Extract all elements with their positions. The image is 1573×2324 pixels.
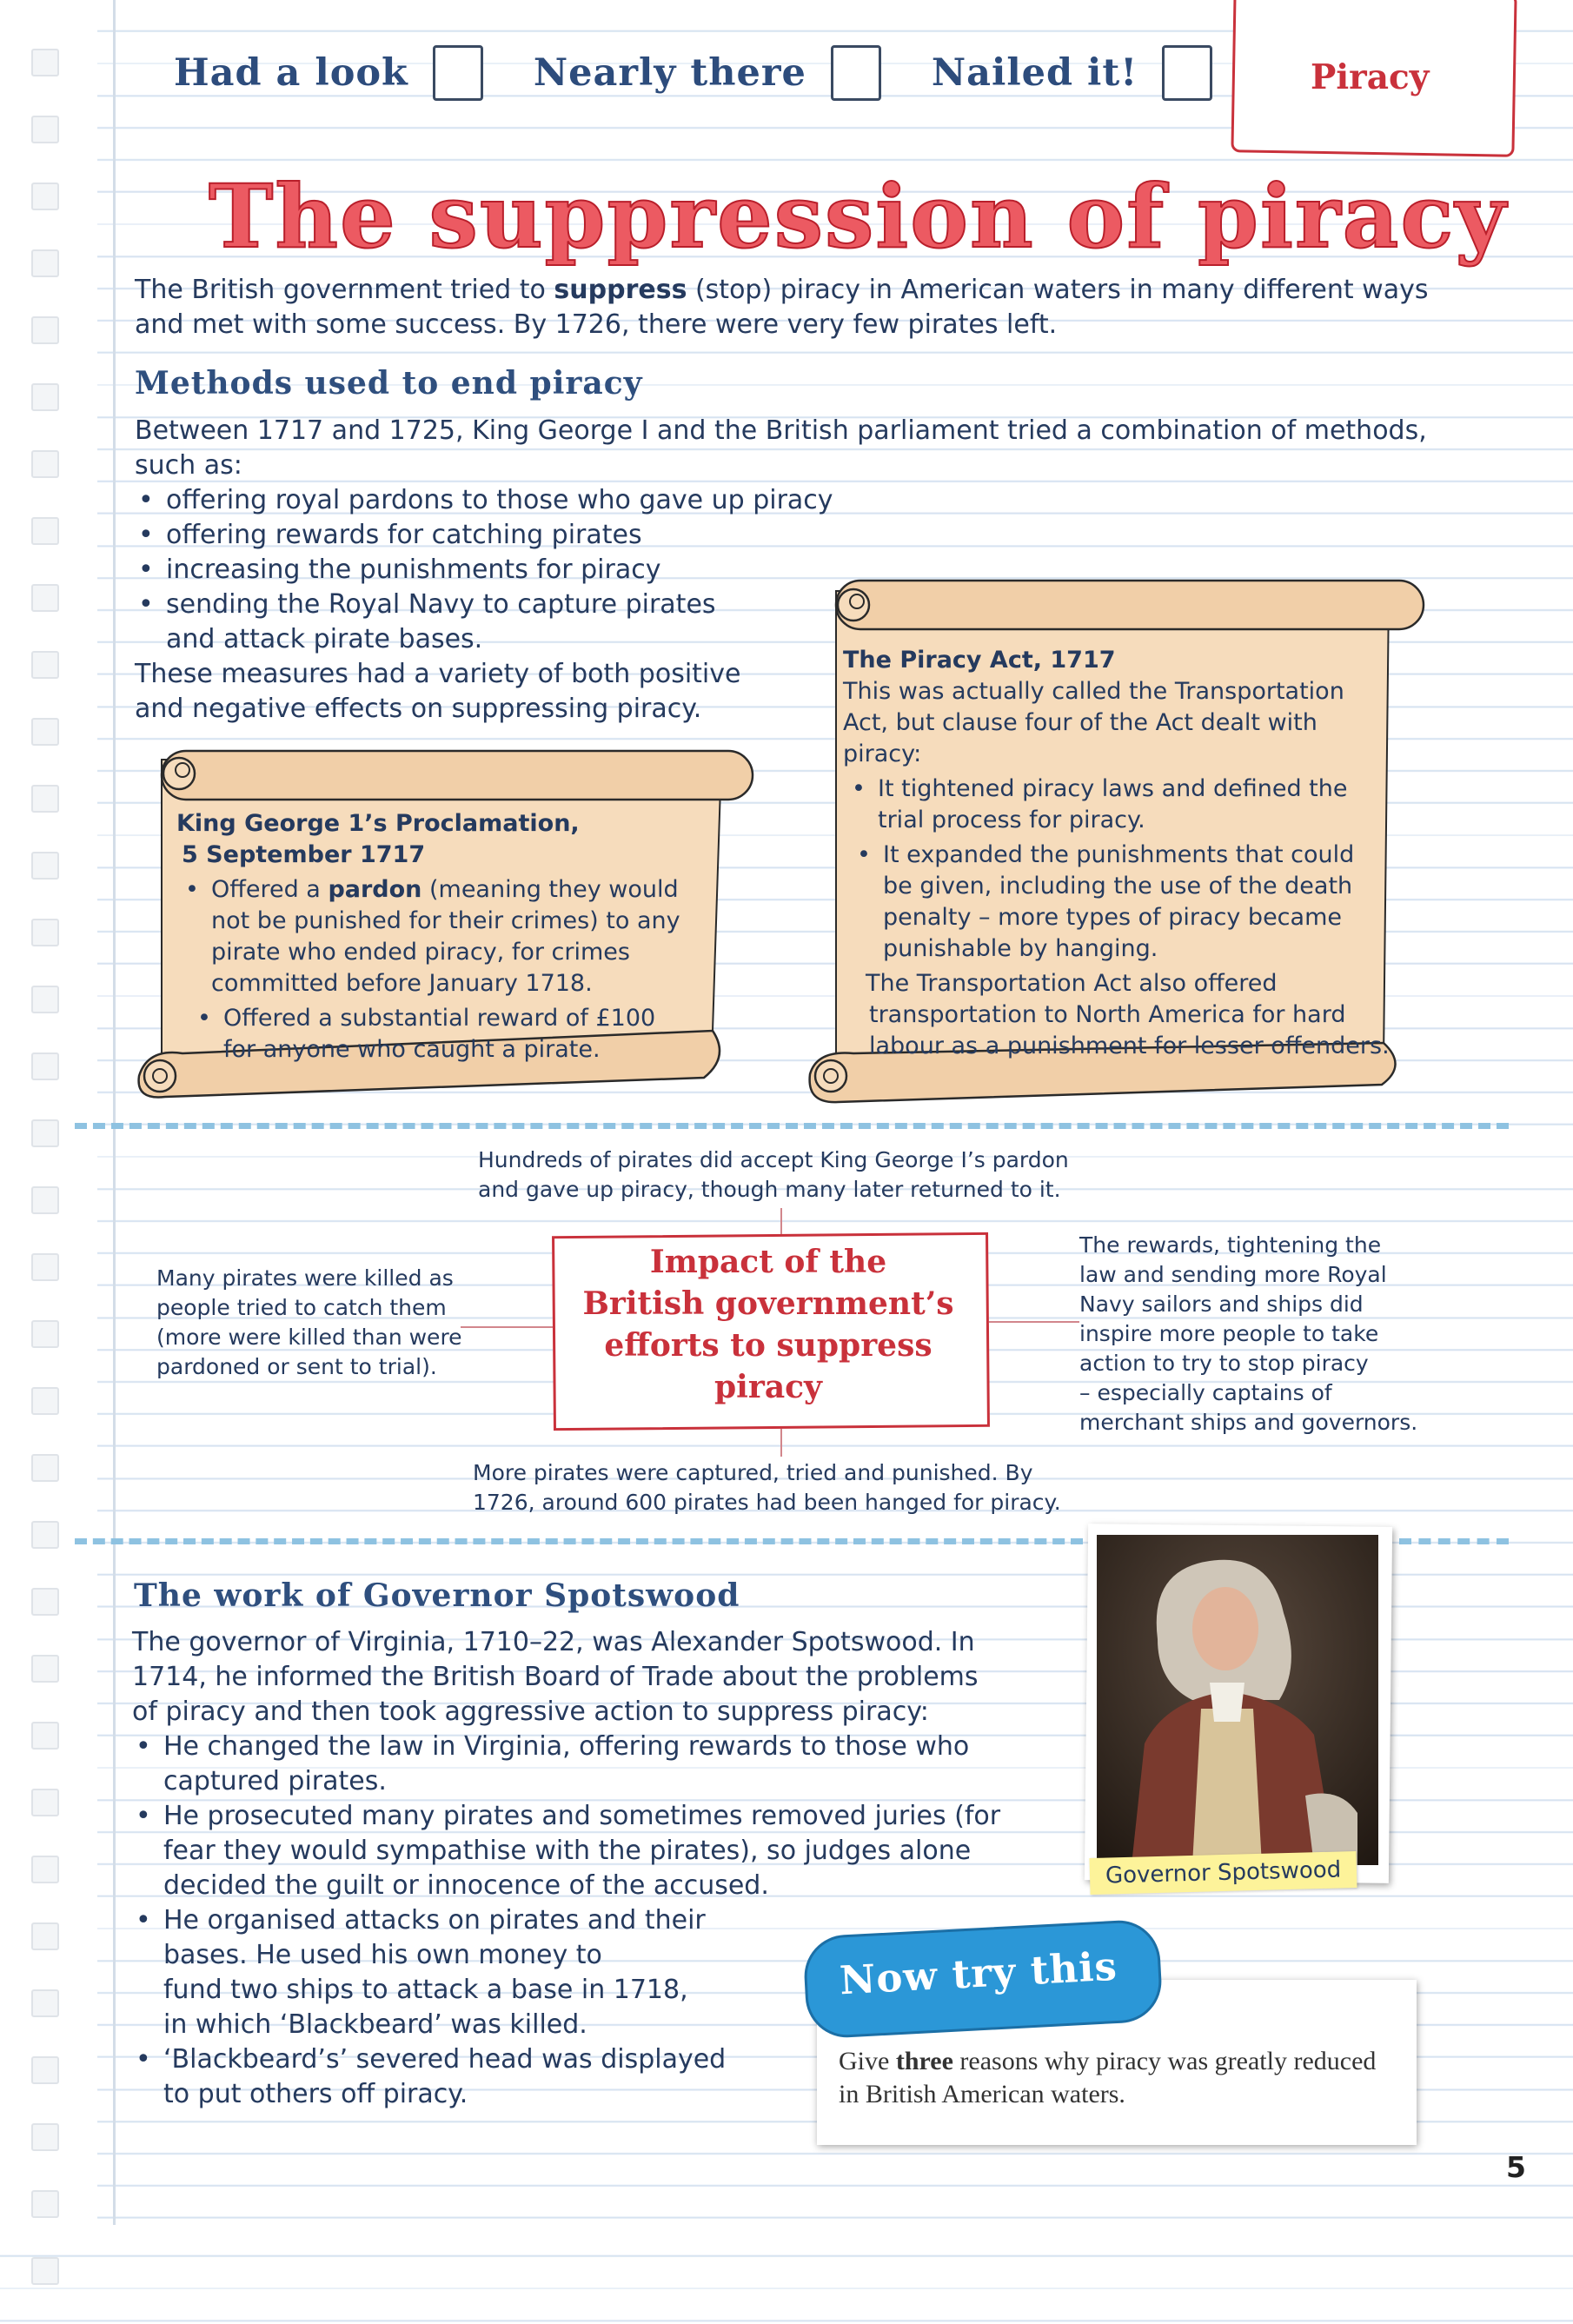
binder-hole (31, 1789, 59, 1816)
nailed-it-label: Nailed it! (931, 51, 1138, 95)
list-item (189, 1003, 724, 1066)
binder-hole (31, 785, 59, 813)
binder-hole (31, 919, 59, 946)
impact-note-line: pardoned or sent to trial). (156, 1354, 437, 1379)
binder-hole (31, 1922, 59, 1950)
methods-intro-line: Between 1717 and 1725, King George I and the British parliament tried a combination of methods, (135, 415, 1427, 446)
proclamation-line: committed before January 1718. (211, 970, 593, 997)
piracy-act-line: trial process for piracy. (878, 807, 1145, 833)
binder-hole (31, 1655, 59, 1683)
spotswood-line: fund two ships to attack a base in 1718, (163, 1975, 688, 2005)
proclamation-text-run: (meaning they would (421, 876, 679, 903)
spotswood-line: • He prosecuted many pirates and sometimes removed juries (for (163, 1801, 1001, 1831)
scroll-curl (163, 758, 195, 789)
impact-note-line: law and sending more Royal (1079, 1262, 1387, 1287)
list-item (176, 874, 724, 999)
section-divider (1399, 1538, 1509, 1544)
governor-portrait (1097, 1535, 1378, 1865)
intro-text: (stop) piracy in American waters in many different ways (687, 275, 1429, 305)
impact-note-line: Many pirates were killed as (156, 1265, 454, 1291)
binder-hole (31, 2123, 59, 2151)
scroll-curl (144, 1060, 176, 1092)
nearly-there-checkbox[interactable] (831, 45, 881, 101)
piracy-act-line: The Transportation Act also offered (866, 970, 1278, 997)
impact-note-line: More pirates were captured, tried and punished. By (473, 1460, 1033, 1485)
list-item (843, 774, 1399, 836)
binder-hole (31, 183, 59, 210)
prompt-keyword: three (895, 2047, 953, 2075)
now-try-this-label: Now try this (838, 1942, 1118, 2004)
impact-note-line: merchant ships and governors. (1079, 1410, 1418, 1435)
binder-hole (31, 249, 59, 277)
piracy-act-title: The Piracy Act, 1717 (843, 647, 1116, 674)
binder-hole (31, 116, 59, 143)
spotswood-line: 1714, he informed the British Board of Trade about the problems (132, 1662, 979, 1692)
piracy-act-line: piracy: (843, 740, 922, 767)
spotswood-line: decided the guilt or innocence of the accused. (163, 1870, 769, 1901)
binder-hole (31, 1186, 59, 1214)
spotswood-line: • He organised attacks on pirates and their (163, 1905, 706, 1936)
topic-label: Piracy (1311, 57, 1430, 97)
list-item-continuation: and attack pirate bases. (166, 624, 483, 654)
binder-hole (31, 852, 59, 880)
proclamation-list (176, 874, 724, 1066)
piracy-act-line: This was actually called the Transportation (843, 678, 1344, 705)
page-title: The suppression of piracy (209, 165, 1508, 268)
impact-top-note (478, 1145, 1138, 1205)
nearly-there-label: Nearly there (533, 51, 806, 95)
prompt-text-run: reasons why piracy was greatly reduced (952, 2047, 1377, 2075)
scroll-curl (838, 589, 869, 621)
spotswood-line: captured pirates. (163, 1766, 387, 1796)
impact-note-line: Hundreds of pirates did accept King George I’s pardon (478, 1147, 1069, 1172)
methods-summary-line: and negative effects on suppressing piracy. (135, 694, 702, 724)
binder-hole (31, 718, 59, 746)
intro-line-1 (135, 273, 1473, 308)
impact-note-line: (more were killed than were (156, 1325, 462, 1350)
list-item: • increasing the punishments for piracy (135, 553, 1490, 588)
scroll-roll-top (162, 751, 753, 800)
binder-hole (31, 383, 59, 411)
had-a-look-item (174, 45, 483, 101)
binder-hole (31, 584, 59, 612)
binder-hole (31, 1521, 59, 1549)
spotswood-heading: The work of Governor Spotswood (134, 1577, 740, 1614)
spotswood-line: fear they would sympathise with the pirates), so judges alone (163, 1836, 972, 1866)
binder-hole (31, 316, 59, 344)
spotswood-line: • ‘Blackbeard’s’ severed head was displayed (163, 2044, 727, 2075)
intro-line-2: and met with some success. By 1726, there were very few pirates left. (135, 309, 1058, 340)
impact-left-note (156, 1264, 504, 1382)
intro-text: The British government tried to (135, 275, 554, 305)
proclamation-line: not be punished for their crimes) to any (211, 907, 680, 934)
piracy-act-line: punishable by hanging. (883, 935, 1158, 962)
impact-title-line: efforts to suppress (604, 1327, 933, 1364)
piracy-act-line: penalty – more types of piracy became (883, 904, 1342, 931)
nailed-it-checkbox[interactable] (1162, 45, 1212, 101)
binder-hole (31, 1856, 59, 1883)
spotswood-line: • He changed the law in Virginia, offering rewards to those who (163, 1731, 970, 1762)
section-divider (75, 1538, 1083, 1544)
impact-note-line: – especially captains of (1079, 1380, 1332, 1405)
piracy-act-line: Act, but clause four of the Act dealt with (843, 709, 1317, 736)
binder-hole (31, 1387, 59, 1415)
methods-heading: Methods used to end piracy (135, 365, 643, 402)
spotswood-line: The governor of Virginia, 1710–22, was Alexander Spotswood. In (132, 1627, 975, 1657)
list-item: • offering royal pardons to those who gave up piracy (135, 483, 1490, 518)
piracy-act-line: labour as a punishment for lesser offenders. (869, 1033, 1390, 1059)
list-item (132, 1730, 1053, 1799)
scroll-roll-top (836, 581, 1424, 629)
impact-note-line: Navy sailors and ships did (1079, 1291, 1364, 1317)
impact-title (553, 1241, 984, 1408)
impact-bottom-note (473, 1458, 1098, 1517)
intro-keyword: suppress (554, 275, 687, 305)
binder-hole (31, 1588, 59, 1616)
spotswood-line: to put others off piracy. (163, 2079, 468, 2109)
prompt-text-run: Give (839, 2047, 896, 2075)
binder-hole (31, 2056, 59, 2084)
piracy-act-line: be given, including the use of the death (883, 873, 1353, 900)
spotswood-line: in which ‘Blackbeard’ was killed. (163, 2009, 587, 2040)
binder-hole (31, 517, 59, 545)
proclamation-title: King George 1’s Proclamation, (176, 810, 580, 837)
now-try-this-prompt (839, 2045, 1395, 2111)
margin-rule (113, 0, 116, 2225)
list-item: • offering rewards for catching pirates (135, 518, 1490, 553)
impact-note-line: action to try to stop piracy (1079, 1351, 1369, 1376)
piracy-act-text (843, 645, 1399, 1062)
binder-hole (31, 49, 59, 76)
binder-holes (31, 49, 59, 2324)
piracy-act-line: • It expanded the punishments that could (883, 841, 1355, 868)
proclamation-line: for anyone who caught a pirate. (223, 1036, 601, 1063)
binder-hole (31, 2257, 59, 2285)
binder-hole (31, 986, 59, 1013)
proclamation-text-run: Offered a (211, 876, 329, 903)
binder-hole (31, 1052, 59, 1080)
binder-hole (31, 1119, 59, 1147)
list-item (848, 840, 1399, 965)
binder-hole (31, 450, 59, 478)
portrait-caption: Governor Spotswood (1090, 1851, 1357, 1895)
binder-hole (31, 1722, 59, 1750)
proclamation-keyword: pardon (328, 876, 422, 903)
binder-hole (31, 651, 59, 679)
methods-summary-line: These measures had a variety of both positive (135, 659, 741, 689)
had-a-look-checkbox[interactable] (433, 45, 483, 101)
piracy-act-line: • It tightened piracy laws and defined the (878, 775, 1348, 802)
binder-hole (31, 1320, 59, 1348)
proclamation-text (176, 808, 724, 1069)
had-a-look-label: Had a look (174, 51, 408, 95)
impact-right-note (1079, 1231, 1479, 1438)
list-item: • sending the Royal Navy to capture pirates (135, 588, 1490, 622)
progress-checklist (174, 45, 1263, 101)
binder-hole (31, 1454, 59, 1482)
impact-note-line: inspire more people to take (1079, 1321, 1379, 1346)
impact-title-line: Impact of the (649, 1244, 887, 1280)
list-item (132, 1799, 1053, 1903)
portrait-cravat (1210, 1683, 1244, 1722)
methods-intro-line: such as: (135, 450, 242, 481)
spotswood-line: bases. He used his own money to (163, 1940, 602, 1970)
portrait-face (1192, 1587, 1258, 1670)
spotswood-line: of piracy and then took aggressive action to suppress piracy: (132, 1697, 929, 1727)
impact-title-line: piracy (714, 1369, 822, 1405)
binder-hole (31, 1989, 59, 2017)
binder-hole (31, 2190, 59, 2218)
section-divider (75, 1123, 1509, 1129)
binder-hole (31, 1253, 59, 1281)
impact-note-line: people tried to catch them (156, 1295, 447, 1320)
proclamation-line: pirate who ended piracy, for crimes (211, 939, 630, 966)
nearly-there-item (534, 45, 881, 101)
scroll-curl (815, 1060, 846, 1092)
impact-note-line: and gave up piracy, though many later returned to it. (478, 1177, 1061, 1202)
portrait-waistcoat (1192, 1709, 1262, 1865)
impact-note-line: The rewards, tightening the (1079, 1232, 1382, 1258)
proclamation-date: 5 September 1717 (182, 841, 426, 868)
proclamation-line: • Offered a substantial reward of £100 (223, 1005, 656, 1032)
impact-title-line: British government’s (582, 1285, 954, 1322)
prompt-line: in British American waters. (839, 2080, 1125, 2108)
intro-paragraph (135, 273, 1473, 342)
connector-line (982, 1321, 1079, 1323)
impact-note-line: 1726, around 600 pirates had been hanged for piracy. (473, 1490, 1061, 1515)
nailed-it-item (932, 45, 1212, 101)
piracy-act-list (843, 774, 1399, 965)
piracy-act-line: transportation to North America for hard (869, 1001, 1346, 1028)
page-number: 5 (1506, 2150, 1526, 2184)
